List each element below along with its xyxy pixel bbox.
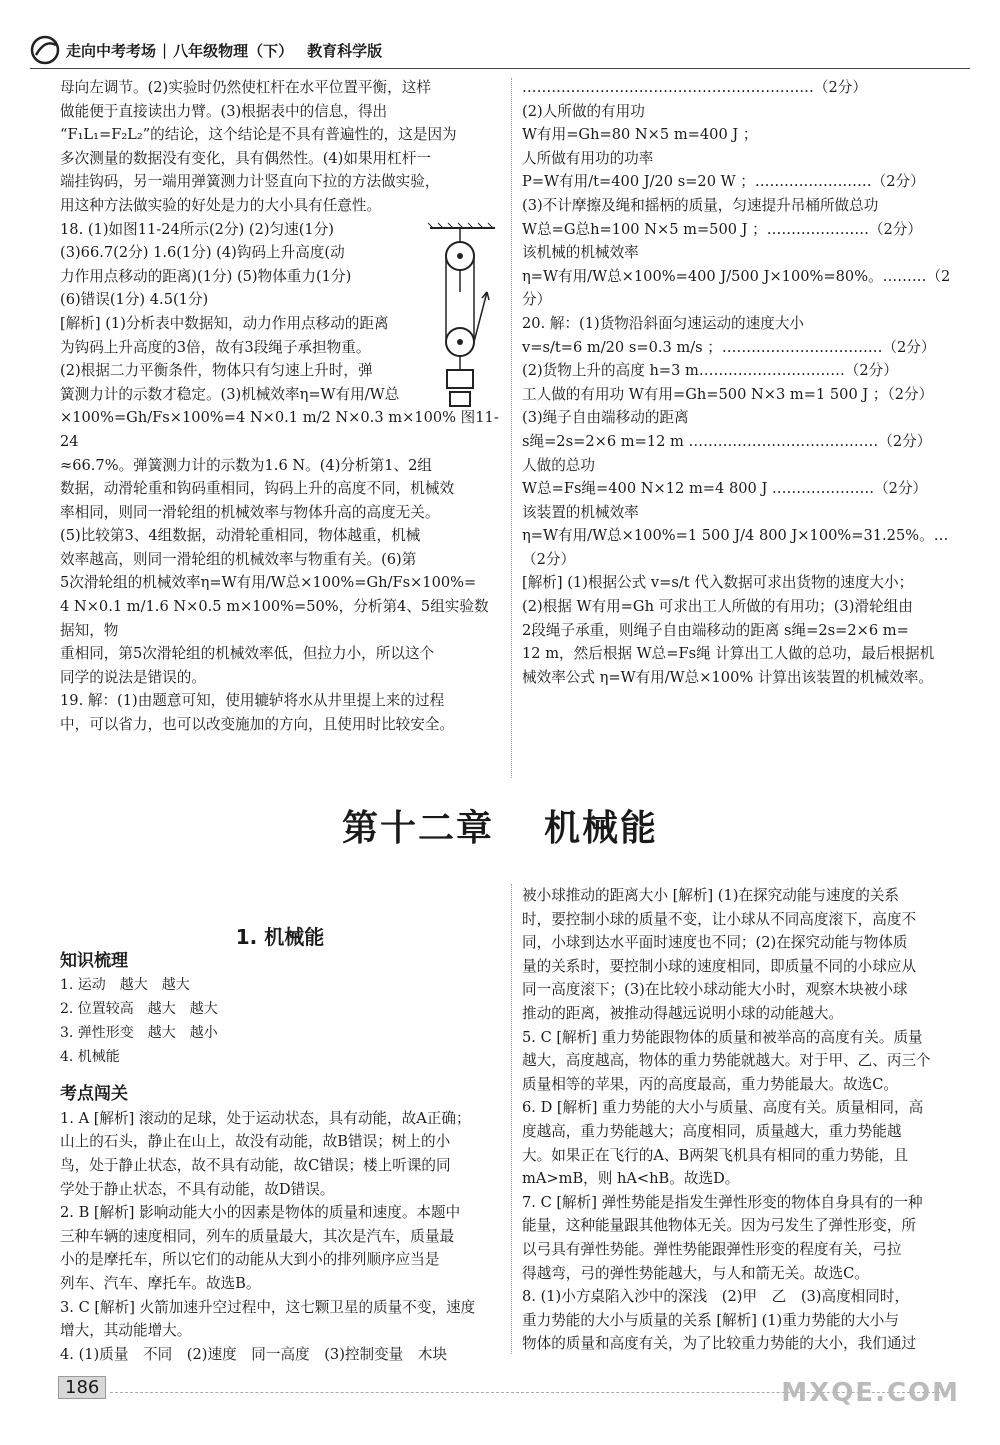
text-line: 三种车辆的速度相同，列车的质量最大，其次是汽车，质量最	[60, 1227, 455, 1245]
chapter-name: 机械能	[544, 808, 659, 849]
text-line: 重力势能的大小与质量的关系 [解析] (1)重力势能的大小与	[522, 1311, 899, 1329]
text-line: 8. (1)小方桌陷入沙中的深浅 (2)甲 乙 (3)高度相同时，	[522, 1288, 910, 1306]
text-line: [解析] (1)根据公式 v=s/t 代入数据可求出货物的速度大小；	[522, 574, 914, 592]
text-line: 2. B [解析] 影响动能大小的因素是物体的质量和速度。本题中	[60, 1204, 461, 1222]
text-line: 该机械的机械效率	[522, 244, 639, 262]
text-line: 大。如果正在飞行的A、B两架飞机具有相同的重力势能，且	[522, 1146, 909, 1164]
text-line: 物体的质量和高度有关，为了比较重力势能的大小，我们通过	[522, 1335, 917, 1353]
subhead-knowledge: 知识梳理	[60, 950, 128, 971]
text-line: ……………………………………………………（2分）	[522, 79, 867, 96]
text-line: 鸟，处于静止状态，故不具有动能，故C错误；楼上听课的同	[60, 1156, 451, 1174]
brand-name: 走向中考考场	[66, 41, 157, 60]
column-divider-bottom	[511, 884, 512, 1354]
text-line: 3. C [解析] 火箭加速升空过程中，这七颗卫星的质量不变，速度	[60, 1298, 476, 1316]
text-line: 列车、汽车、摩托车。故选B。	[60, 1274, 261, 1292]
text-line: 重相同，第5次滑轮组的机械效率低，但拉力小，所以这个	[60, 645, 435, 663]
text-line: 度越高，重力势能越大；高度相同，质量越大，重力势能越	[522, 1122, 902, 1140]
text-line: 量的关系时，要控制小球的速度相同，即质量不同的小球应从	[522, 957, 917, 975]
text-line: 1. 运动 越大 越大	[60, 977, 190, 994]
text-line: 为钩码上升高度的3倍，故有3段绳子承担物重。	[60, 338, 371, 356]
text-line: η=W有用/W总×100%=1 500 J/4 800 J×100%=31.25%。…（2分）	[522, 527, 949, 568]
text-line: 4 N×0.1 m/1.6 N×0.5 m×100%=50%，分析第4、5组实验数据知，物	[60, 598, 489, 639]
publisher-logo-icon	[30, 35, 60, 65]
text-line: W总=Fs绳=400 N×12 m=4 800 J …………………（2分）	[522, 480, 928, 498]
right-column-top	[522, 76, 954, 689]
text-line: 19. 解：(1)由题意可知，使用辘轳将水从井里提上来的过程	[60, 692, 445, 710]
text-line: η=W有用/W总×100%=400 J/500 J×100%=80%。………（2分）	[522, 267, 951, 309]
text-line: 6. D [解析] 重力势能的大小与质量、高度有关。质量相同，高	[522, 1099, 924, 1117]
grade-label: 八年级物理（下）	[173, 41, 294, 60]
text-line: 以弓具有弹性势能。弹性势能跟弹性形变的程度有关，弓拉	[522, 1240, 902, 1258]
text-line: 20. 解：(1)货物沿斜面匀速运动的速度大小	[522, 314, 805, 332]
text-line: 山上的石头，静止在山上，故没有动能，故B错误；树上的小	[60, 1133, 451, 1151]
text-line: ×100%=Gh/Fs×100%=4 N×0.1 m/2 N×0.3 m×100% 图11-24	[60, 409, 499, 450]
text-line: 人所做有用功的功率	[522, 149, 654, 167]
text-line: W有用=Gh=80 N×5 m=400 J ；	[522, 126, 758, 144]
text-line: 率相同，则同一滑轮组的机械效率与物体升高的高度无关。	[60, 503, 440, 521]
text-line: 小的是摩托车，所以它们的动能从大到小的排列顺序应当是	[60, 1251, 440, 1269]
text-line: W总=G总h=100 N×5 m=500 J ；…………………（2分）	[522, 220, 922, 238]
column-divider-top	[511, 78, 512, 778]
text-line: 学处于静止状态，不具有动能，故D错误。	[60, 1180, 335, 1198]
text-line: mA>mB，则 hA<hB。故选D。	[522, 1170, 740, 1188]
text-line: 推动的距离，被推动得越远说明小球的动能越大。	[522, 1004, 844, 1022]
text-line: 5. C [解析] 重力势能跟物体的质量和被举高的高度有关。质量	[522, 1028, 923, 1046]
text-line: 2. 位置较高 越大 越大	[60, 1001, 218, 1018]
right-column-bottom	[522, 884, 954, 1356]
text-line: 端挂钩码，另一端用弹簧测力计竖直向下拉的方法做实验，	[60, 173, 440, 191]
page-number: 186	[58, 1376, 106, 1399]
text-line: 多次测量的数据没有变化，具有偶然性。(4)如果用杠杆一	[60, 149, 431, 167]
text-line: 同一高度滚下；(3)在比较小球动能大小时，观察木块被小球	[522, 981, 908, 999]
text-line: 得越弯，弓的弹性势能越大，与人和箭无关。故选C。	[522, 1264, 869, 1282]
text-line: 力作用点移动的距离)(1分) (5)物体重力(1分)	[60, 267, 352, 285]
text-line: (6)错误(1分) 4.5(1分)	[60, 291, 209, 309]
text-line: (5)比较第3、4组数据，动滑轮重相同，物体越重，机械	[60, 527, 421, 545]
text-line: 18. (1)如图11-24所示(2分) (2)匀速(1分)	[60, 220, 334, 238]
text-line: 做能便于直接读出力臂。(3)根据表中的信息，得出	[60, 102, 388, 120]
text-line: 效率越高，则同一滑轮组的机械效率与物重有关。(6)第	[60, 550, 417, 568]
exercise-answers-left	[60, 1107, 500, 1367]
text-line: 5次滑轮组的机械效率η=W有用/W总×100%=Gh/Fs×100%=	[60, 574, 477, 592]
running-header	[30, 30, 382, 70]
text-line: 该装置的机械效率	[522, 503, 639, 521]
text-line: 7. C [解析] 弹性势能是指发生弹性形变的物体自身具有的一种	[522, 1193, 923, 1211]
text-line: (2)人所做的有用功	[522, 102, 645, 120]
text-line: (2)根据二力平衡条件，物体只有匀速上升时，弹	[60, 362, 373, 380]
subhead-exercises: 考点闯关	[60, 1084, 128, 1105]
text-line: 4. (1)质量 不同 (2)速度 同一高度 (3)控制变量 木块	[60, 1345, 448, 1363]
chapter-title	[0, 800, 1000, 851]
text-line: P=W有用/t=400 J/20 s=20 W ；……………………（2分）	[522, 173, 925, 191]
pulley-figure-11-24	[425, 222, 500, 412]
text-line: 工人做的有用功 W有用=Gh=500 N×3 m=1 500 J ；（2分）	[522, 385, 934, 403]
chapter-number: 第十二章	[341, 808, 494, 849]
text-line: 1. A [解析] 滚动的足球，处于运动状态，具有动能，故A正确；	[60, 1109, 471, 1127]
text-line: “F₁L₁=F₂L₂”的结论，这个结论是不具有普遍性的，这是因为	[60, 126, 457, 144]
text-line: 中，可以省力，也可以改变施加的方向，且使用时比较安全。	[60, 716, 455, 734]
text-line: ≈66.7%。弹簧测力计的示数为1.6 N。(4)分析第1、2组	[60, 456, 432, 474]
text-line: 用这种方法做实验的好处是力的大小具有任意性。	[60, 196, 382, 214]
text-line: 簧测力计的示数才稳定。(3)机械效率η=W有用/W总	[60, 385, 400, 403]
text-line: 械效率公式 η=W有用/W总×100% 计算出该装置的机械效率。	[522, 668, 933, 686]
text-line: 4. 机械能	[60, 1049, 120, 1066]
knowledge-list	[60, 973, 500, 1069]
text-line: 12 m，然后根据 W总=Fs绳 计算出工人做的总功，最后根据机	[522, 645, 935, 663]
text-line: v=s/t=6 m/20 s=0.3 m/s ；……………………………（2分）	[522, 338, 936, 356]
edition-label: 教育科学版	[307, 41, 383, 60]
text-line: (3)绳子自由端移动的距离	[522, 409, 689, 427]
watermark: MXQE.COM	[781, 1378, 960, 1408]
text-line: [解析] (1)分析表中数据知，动力作用点移动的距离	[60, 314, 389, 332]
text-line: (2)货物上升的高度 h=3 m…………………………（2分）	[522, 362, 898, 380]
text-line: 越大，高度越高，物体的重力势能就越大。对于甲、乙、丙三个	[522, 1052, 931, 1070]
text-line: 质量相等的苹果，丙的高度最高，重力势能最大。故选C。	[522, 1075, 899, 1093]
text-line: 同学的说法是错误的。	[60, 668, 206, 686]
text-line: 同，小球到达水平面时速度也不同；(2)在探究动能与物体质	[522, 934, 908, 952]
text-line: 被小球推动的距离大小 [解析] (1)在探究动能与速度的关系	[522, 887, 899, 904]
text-line: (3)66.7(2分) 1.6(1分) (4)钩码上升高度(动	[60, 244, 345, 262]
text-line: (2)根据 W有用=Gh 可求出工人所做的有用功；(3)滑轮组由	[522, 598, 913, 616]
text-line: 时，要控制小球的质量不变，让小球从不同高度滚下，高度不	[522, 910, 917, 928]
text-line: 3. 弹性形变 越大 越小	[60, 1025, 218, 1042]
section-title: 1. 机械能	[235, 925, 325, 949]
header-separator: |	[162, 41, 168, 59]
header-rule	[30, 68, 970, 69]
text-line: (3)不计摩擦及绳和摇柄的质量，匀速提升吊桶所做总功	[522, 196, 879, 214]
text-line: 母向左调节。(2)实验时仍然使杠杆在水平位置平衡，这样	[60, 79, 431, 96]
text-line: 数据，动滑轮重和钩码重相同，钩码上升的高度不同，机械效	[60, 480, 455, 498]
text-line: 增大，其动能增大。	[60, 1322, 192, 1340]
text-line: s绳=2s=2×6 m=12 m …………………………………（2分）	[522, 432, 932, 450]
left-column-bottom	[60, 926, 500, 1366]
text-line: 能量，这种能量跟其他物体无关。因为弓发生了弹性形变，所	[522, 1217, 917, 1235]
text-line: 人做的总功	[522, 456, 595, 474]
text-line: 2段绳子承重，则绳子自由端移动的距离 s绳=2s=2×6 m=	[522, 621, 909, 639]
